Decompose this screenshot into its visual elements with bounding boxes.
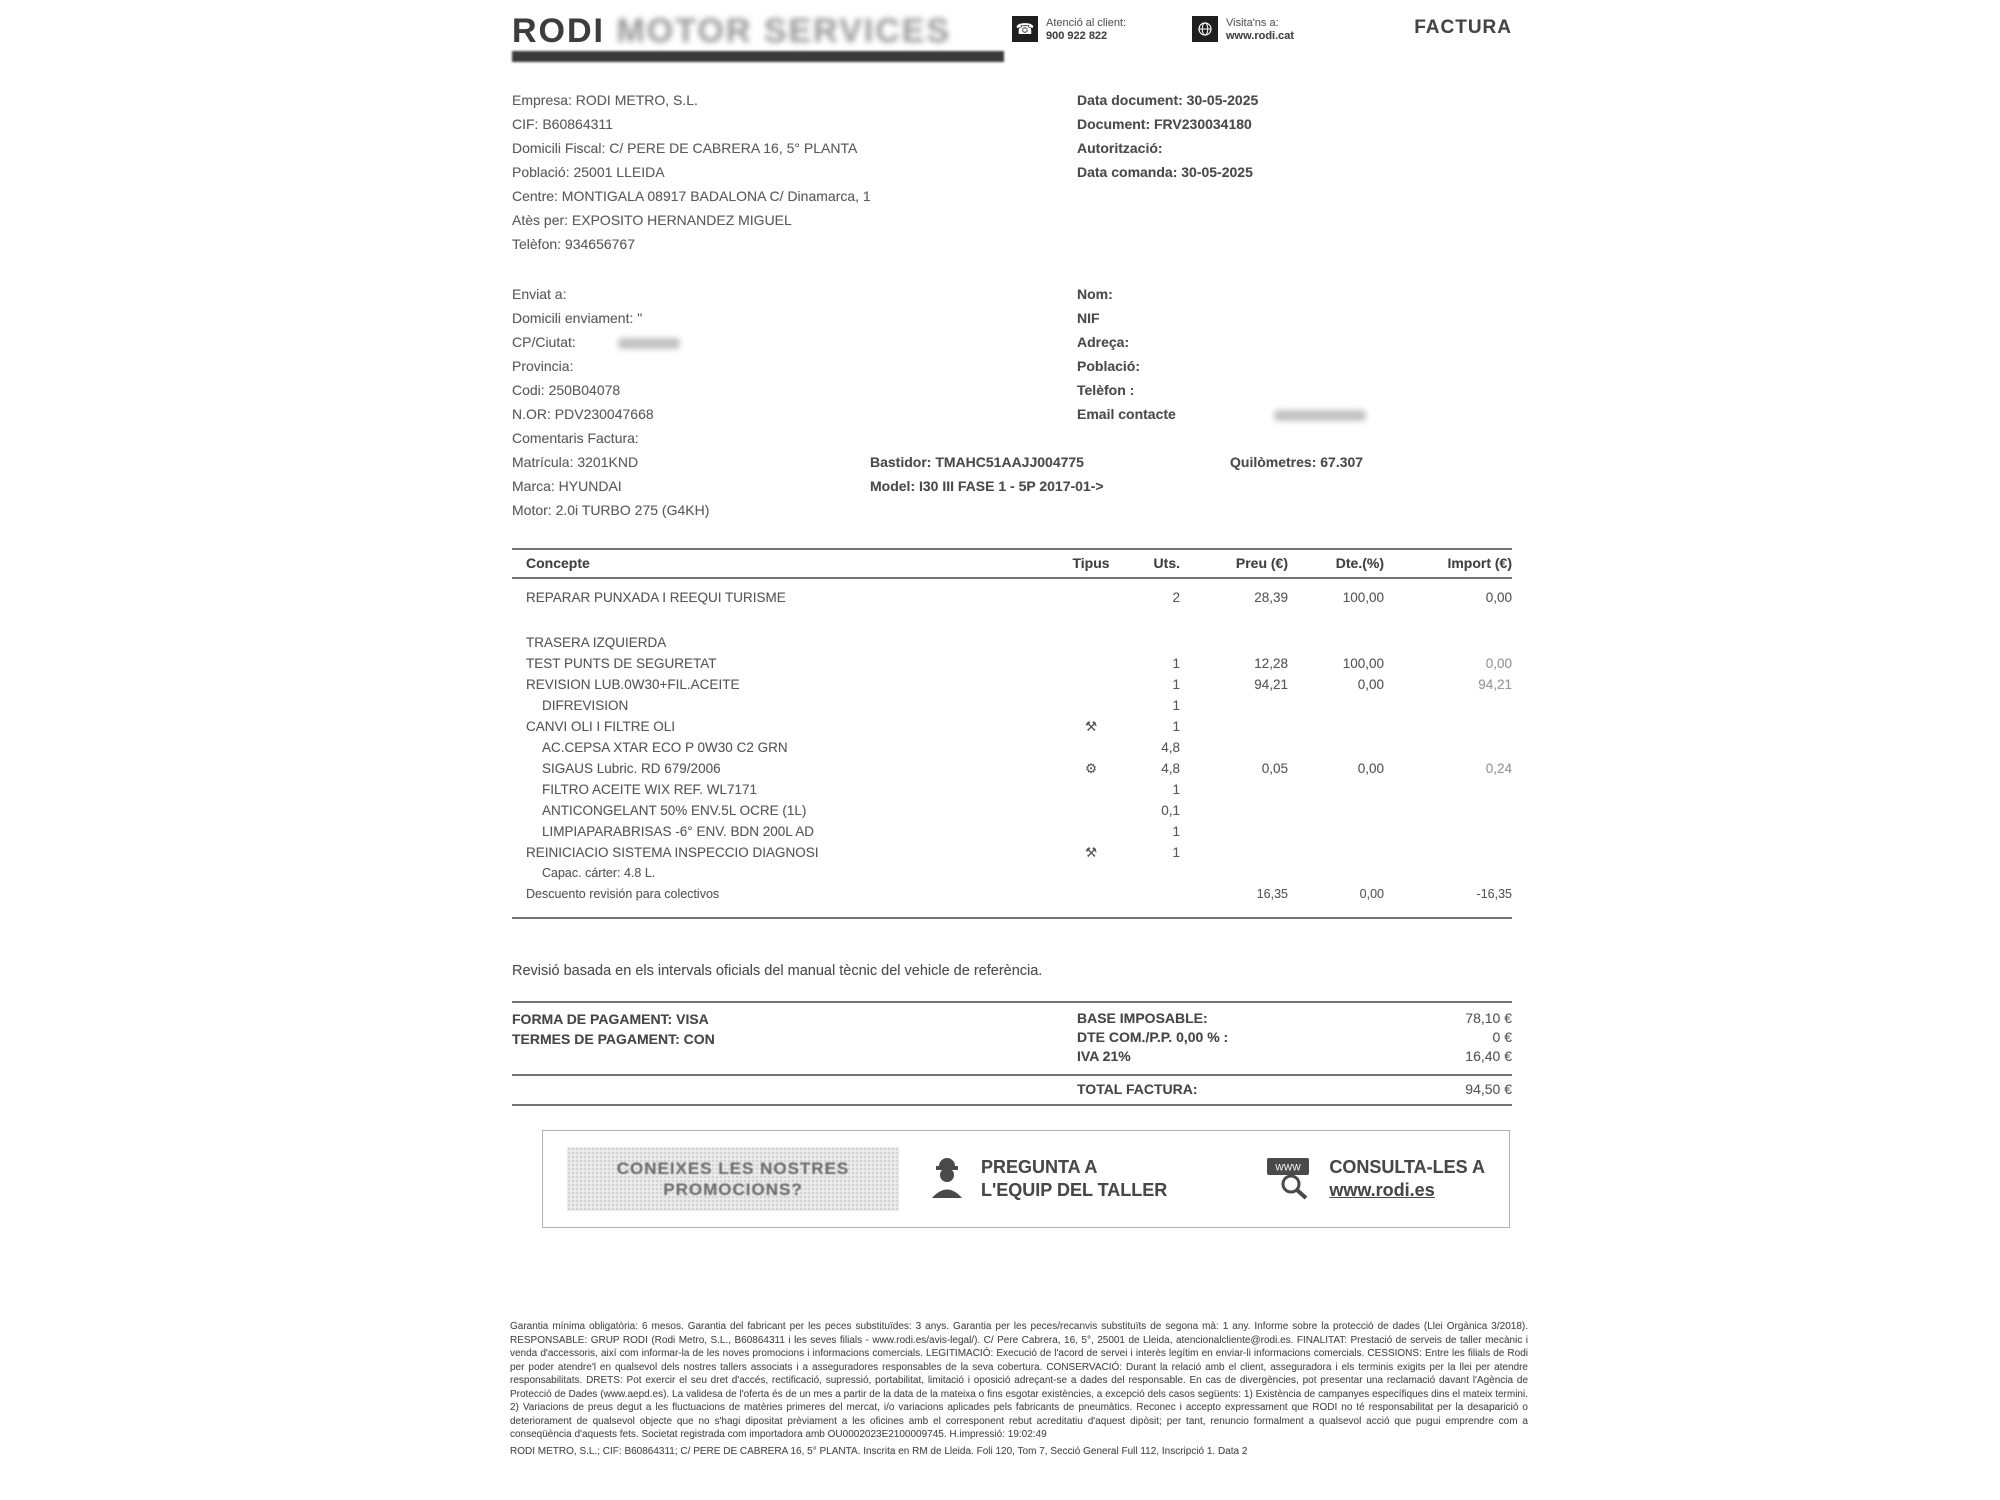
- registry-line: RODI METRO, S.L.; CIF: B60864311; C/ PERE DE CABRERA 16, 5° PLANTA. Inscrita en RM de Lleida. Foli 120, Tom 7, Secció General Full 112, Inscripció 1. Data 2: [510, 1445, 1248, 1457]
- payment-method: FORMA DE PAGAMENT: VISA: [512, 1011, 709, 1027]
- tipus-cell: [1058, 674, 1124, 695]
- document-info-line: Autorització:: [1077, 140, 1163, 156]
- totals-rows: [1077, 1009, 1512, 1066]
- shipping-line-text: CP/Ciutat:: [512, 334, 576, 350]
- tipus-cell: [1058, 653, 1124, 674]
- col-header-dte: Dte.(%): [1335, 555, 1384, 571]
- import-cell: [1384, 821, 1512, 842]
- dte-cell: [1288, 863, 1384, 884]
- dte-cell: [1288, 695, 1384, 716]
- uts-cell: [1124, 884, 1180, 905]
- phone-icon: [1012, 16, 1038, 42]
- base-imposable-value: 78,10 €: [1465, 1010, 1512, 1026]
- import-cell: [1384, 632, 1512, 653]
- revision-note: Revisió basada en els intervals oficials del manual tècnic del vehicle de referència.: [512, 963, 1043, 979]
- shipping-customer-section: [512, 282, 1512, 450]
- preu-cell: [1180, 863, 1288, 884]
- import-cell: 0,00: [1485, 656, 1512, 671]
- col-header-concepte: Concepte: [526, 555, 590, 571]
- concepte-cell: REINICIACIO SISTEMA INSPECCIO DIAGNOSI: [526, 845, 819, 860]
- preu-cell: [1180, 842, 1288, 863]
- dte-label: DTE COM./P.P. 0,00 % :: [1077, 1029, 1229, 1045]
- customer-line: Població:: [1077, 358, 1141, 374]
- dte-cell: [1288, 800, 1384, 821]
- promo-ask-line2: L'EQUIP DEL TALLER: [981, 1180, 1168, 1200]
- preu-cell: [1180, 695, 1288, 716]
- concepte-cell: FILTRO ACEITE WIX REF. WL7171: [542, 782, 758, 797]
- seller-line: CIF: B60864311: [512, 116, 613, 132]
- table-row: [512, 821, 1512, 842]
- dte-value: 0 €: [1492, 1029, 1512, 1045]
- table-row: [512, 884, 1512, 905]
- col-header-import: Import (€): [1447, 555, 1512, 571]
- concepte-cell: REVISION LUB.0W30+FIL.ACEITE: [526, 677, 740, 692]
- total-factura-row: [1077, 1076, 1512, 1104]
- promo-consult-text: [1329, 1156, 1485, 1202]
- vehicle-section: [512, 450, 1512, 522]
- table-header-row: [512, 550, 1512, 577]
- uts-cell: [1124, 632, 1180, 653]
- vehicle-mid-col: [870, 450, 1230, 522]
- dte-cell: [1288, 632, 1384, 653]
- web-label: Visita'ns a:: [1226, 17, 1279, 29]
- preu-cell: 94,21: [1254, 677, 1288, 692]
- concepte-cell: LIMPIAPARABRISAS -6° ENV. BDN 200L AD: [542, 824, 815, 839]
- web-url: www.rodi.cat: [1226, 30, 1295, 42]
- preu-cell: [1180, 821, 1288, 842]
- logo-text: [512, 14, 1012, 48]
- table-row: [512, 842, 1512, 863]
- uts-cell: 1: [1172, 677, 1180, 692]
- promo-box: CONEIXES LES NOSTRES PROMOCIONS?: [567, 1147, 899, 1211]
- dte-cell: [1288, 779, 1384, 800]
- seller-line: Domicili Fiscal: C/ PERE DE CABRERA 16, 5° PLANTA: [512, 140, 858, 156]
- uts-cell: 2: [1172, 590, 1180, 605]
- concepte-cell: SIGAUS Lubric. RD 679/2006: [542, 761, 721, 776]
- concepte-cell: DIFREVISION: [542, 698, 629, 713]
- concepte-cell: TRASERA IZQUIERDA: [526, 635, 667, 650]
- uts-cell: 4,8: [1161, 761, 1180, 776]
- uts-cell: 1: [1172, 698, 1180, 713]
- seller-line: Població: 25001 LLEIDA: [512, 164, 665, 180]
- table-row: [512, 653, 1512, 674]
- promo-ask-text: [981, 1156, 1167, 1202]
- vehicle-marca: Marca: HYUNDAI: [512, 478, 622, 494]
- customer-line: Telèfon :: [1077, 382, 1135, 398]
- iva-value: 16,40 €: [1465, 1048, 1512, 1064]
- web-search-icon: [1265, 1154, 1317, 1205]
- uts-cell: 4,8: [1161, 740, 1180, 755]
- totals-body: [512, 1003, 1512, 1074]
- shipping-line: Codi: 250B04078: [512, 382, 621, 398]
- table-row: [512, 674, 1512, 695]
- invoice-header: [512, 14, 1512, 62]
- preu-cell: 12,28: [1254, 656, 1288, 671]
- seller-line: Centre: MONTIGALA 08917 BADALONA C/ Dinamarca, 1: [512, 188, 871, 204]
- uts-cell: 1: [1172, 845, 1180, 860]
- col-header-uts: Uts.: [1153, 555, 1180, 571]
- uts-cell: 0,1: [1161, 803, 1180, 818]
- preu-cell: [1180, 632, 1288, 653]
- table-row: [512, 758, 1512, 779]
- preu-cell: 0,05: [1261, 761, 1288, 776]
- import-cell: [1384, 737, 1512, 758]
- payment-block: [512, 1009, 1077, 1066]
- dte-cell: 0,00: [1357, 677, 1384, 692]
- table-body: [512, 579, 1512, 917]
- legal-paragraph: Garantia mínima obligatòria: 6 mesos. Garantia del fabricant per les peces substituïdes: 3 anys. Garantia per les peces/recanvis substituïts de segona mà: 1 any. Informe sobre la protecció de dades (Llei Orgànica 3/2018). RESPONSABLE: GRUP RODI (Rodi Metro, S.L., B60864311 i les seves filials - www.rodi.es/avis-legal/). C/ Pere Cabrera, 16, 5°, 25001 de Lleida, atencionalcliente@rodi.es. FINALITAT: Prestació de serveis de taller mecànic i venda d'accessoris, així com informar-la de les noves promocions i informacions comercials. LEGITIMACIÓ: Execució de l'acord de servei i interès legítim en enviar-li informacions comercials. CESSIONS: Entre les filials de Rodi per poder atendre'l en qualsevol dels nostres tallers associats i a asseguradores responsables de la seva cobertura. CONSERVACIÓ: Durant la relació amb el client, asseguradora i els terminis exigits per la llei per atendre responsabilitats. DRETS: Pot exercir el seu dret d'accés, rectificació, supressió, portabilitat, limitació i oposició adreçant-se a dades del responsable. En cas de divergències, pot presentar una reclamació davant l'Agència de Protecció de Dades (www.aepd.es). La validesa de l'oferta és de un mes a partir de la data de la mateixa o fins esgotar existències, a excepció dels casos següents: 1) Existència de campanyes específiques dins el mateix termini. 2) Variacions de preus degut a les fluctuacions de matèries primeres del mercat, i/o variacions aplicades pels fabricants de pneumàtics. Reconec i accepto expressament que RODI no té responsabilitat per la desaparició o deteriorament de qualsevol objecte que no s'hagi dipositat prèviament a les oficines amb el corresponent rebut acreditatiu d'aquest dipòsit; per tant, renuncio formalment a qualsevol acció que pugui emprendre com a conseqüència d'aquests fets. Societat registrada com importadora amb OU0002023E2100009745. H.impressió: 19:02:49: [510, 1321, 1528, 1440]
- concepte-cell: AC.CEPSA XTAR ECO P 0W30 C2 GRN: [542, 740, 788, 755]
- phone-label: Atenció al client:: [1046, 17, 1127, 29]
- phone-contact-text: [1046, 16, 1126, 43]
- logo-underline-bar: [512, 51, 1004, 62]
- redacted-smudge: [618, 338, 680, 349]
- uts-cell: 1: [1172, 782, 1180, 797]
- www-icon-text: WWW: [1275, 1162, 1302, 1172]
- rodi-logo: [512, 14, 1012, 62]
- concepte-cell: Descuento revisión para colectivos: [526, 887, 720, 901]
- uts-cell: 1: [1172, 656, 1180, 671]
- import-cell: [1384, 863, 1512, 884]
- import-cell: 0,24: [1485, 761, 1512, 776]
- tipus-cell: [1058, 800, 1124, 821]
- promo-consult-block: [1265, 1154, 1485, 1205]
- import-cell: [1384, 779, 1512, 800]
- base-imposable-label: BASE IMPOSABLE:: [1077, 1010, 1208, 1026]
- promo-consult-line1: CONSULTA-LES A: [1329, 1157, 1485, 1177]
- shipping-block: [512, 282, 1077, 450]
- totals-section: [512, 1001, 1512, 1106]
- totals-bottom-rule: [512, 1104, 1512, 1106]
- shipping-line: [512, 330, 1077, 354]
- dte-cell: [1288, 737, 1384, 758]
- dte-cell: [1288, 821, 1384, 842]
- dte-cell: 100,00: [1342, 656, 1384, 671]
- table-row: [512, 587, 1512, 608]
- shipping-line: Enviat a:: [512, 286, 567, 302]
- wrench-icon: ⚒: [1084, 845, 1098, 860]
- dte-cell: 0,00: [1359, 887, 1384, 901]
- preu-cell: [1180, 737, 1288, 758]
- vehicle-model: Model: I30 III FASE 1 - 5P 2017-01->: [870, 478, 1104, 494]
- shipping-line: N.OR: PDV230047668: [512, 406, 654, 422]
- tipus-cell: [1058, 737, 1124, 758]
- vehicle-bastidor: Bastidor: TMAHC51AAJJ004775: [870, 454, 1084, 470]
- tipus-cell: [1058, 695, 1124, 716]
- legal-fine-print: [510, 1320, 1528, 1458]
- import-cell: 0,00: [1485, 590, 1512, 605]
- logo-text-secondary: MOTOR SERVICES: [616, 12, 952, 50]
- col-header-preu: Preu (€): [1235, 555, 1288, 571]
- import-cell: 94,21: [1478, 677, 1512, 692]
- concepte-cell: CANVI OLI I FILTRE OLI: [526, 719, 676, 734]
- col-header-tipus: Tipus: [1072, 555, 1110, 571]
- preu-cell: [1180, 800, 1288, 821]
- phone-contact-block: [1012, 16, 1192, 43]
- seller-document-section: [512, 88, 1512, 256]
- vehicle-quilometres: Quilòmetres: 67.307: [1230, 454, 1364, 470]
- total-factura-value: 94,50 €: [1465, 1081, 1512, 1097]
- shipping-line: Comentaris Factura:: [512, 430, 639, 446]
- table-row: [512, 716, 1512, 737]
- total-factura-label: TOTAL FACTURA:: [1077, 1081, 1198, 1097]
- tipus-cell: [1058, 821, 1124, 842]
- import-cell: -16,35: [1476, 887, 1512, 901]
- customer-line: Adreça:: [1077, 334, 1130, 350]
- redacted-smudge: [1274, 410, 1366, 421]
- customer-line: NIF: [1077, 310, 1100, 326]
- shipping-line: Provincia:: [512, 358, 574, 374]
- dte-cell: [1288, 842, 1384, 863]
- dte-cell: [1288, 716, 1384, 737]
- table-row: [512, 632, 1512, 653]
- preu-cell: [1180, 779, 1288, 800]
- dte-cell: 0,00: [1357, 761, 1384, 776]
- preu-cell: 16,35: [1256, 887, 1288, 901]
- web-contact-text: [1226, 16, 1294, 43]
- tipus-cell: [1058, 863, 1124, 884]
- mechanic-icon: [925, 1155, 969, 1204]
- table-row: [512, 863, 1512, 884]
- concepte-cell: REPARAR PUNXADA I REEQUI TURISME: [526, 590, 786, 605]
- document-title: FACTURA: [1414, 17, 1512, 38]
- payment-terms: TERMES DE PAGAMENT: CON: [512, 1031, 715, 1047]
- import-cell: [1384, 716, 1512, 737]
- base-imposable-row: [1077, 1009, 1512, 1028]
- table-bottom-rule: [512, 917, 1512, 919]
- dte-cell: 100,00: [1342, 590, 1384, 605]
- phone-number: 900 922 822: [1046, 30, 1108, 42]
- dte-row: [1077, 1028, 1512, 1047]
- preu-cell: 28,39: [1254, 590, 1288, 605]
- promo-ask-block: [925, 1155, 1167, 1204]
- customer-block: [1077, 282, 1512, 450]
- seller-block: [512, 88, 1077, 256]
- vehicle-right-col: [1230, 450, 1512, 522]
- document-info-line: Data comanda: 30-05-2025: [1077, 164, 1253, 180]
- seller-line: Empresa: RODI METRO, S.L.: [512, 92, 698, 108]
- document-info-block: [1077, 88, 1512, 256]
- table-row: [512, 737, 1512, 758]
- customer-line: [1077, 402, 1512, 426]
- iva-row: [1077, 1047, 1512, 1066]
- tipus-cell: [1058, 779, 1124, 800]
- vehicle-left-col: [512, 450, 870, 522]
- document-info-line: Document: FRV230034180: [1077, 116, 1252, 132]
- table-row: [512, 695, 1512, 716]
- phone-glyph: ☎: [1015, 21, 1035, 38]
- web-contact-block: [1192, 16, 1372, 43]
- customer-line: Nom:: [1077, 286, 1113, 302]
- invoice-page: [510, 12, 1528, 1458]
- wrench-icon: ⚒: [1084, 719, 1098, 734]
- concepte-cell: TEST PUNTS DE SEGURETAT: [526, 656, 717, 671]
- line-items-table: [512, 548, 1512, 919]
- customer-line-text: Email contacte: [1077, 406, 1176, 422]
- preu-cell: [1180, 716, 1288, 737]
- uts-cell: 1: [1172, 824, 1180, 839]
- logo-text-primary: RODI: [512, 12, 605, 50]
- globe-icon: [1192, 16, 1218, 42]
- vehicle-motor: Motor: 2.0i TURBO 275 (G4KH): [512, 502, 710, 518]
- table-row: [512, 800, 1512, 821]
- promo-ask-line1: PREGUNTA A: [981, 1157, 1098, 1177]
- uts-cell: 1: [1172, 719, 1180, 734]
- uts-cell: [1124, 863, 1180, 884]
- seller-line: Atès per: EXPOSITO HERNANDEZ MIGUEL: [512, 212, 792, 228]
- concepte-cell: Capac. cárter: 4.8 L.: [542, 866, 656, 880]
- table-row: [512, 779, 1512, 800]
- import-cell: [1384, 800, 1512, 821]
- gear-icon: ⚙: [1084, 761, 1098, 776]
- seller-line: Telèfon: 934656767: [512, 236, 635, 252]
- tipus-cell: [1058, 587, 1124, 608]
- import-cell: [1384, 695, 1512, 716]
- concepte-cell: ANTICONGELANT 50% ENV.5L OCRE (1L): [542, 803, 807, 818]
- document-info-line: Data document: 30-05-2025: [1077, 92, 1259, 108]
- promo-banner: [542, 1130, 1510, 1228]
- shipping-line: Domicili enviament: ": [512, 310, 643, 326]
- vehicle-matricula: Matrícula: 3201KND: [512, 454, 639, 470]
- import-cell: [1384, 842, 1512, 863]
- tipus-cell: [1058, 632, 1124, 653]
- iva-label: IVA 21%: [1077, 1048, 1131, 1064]
- promo-consult-url: www.rodi.es: [1329, 1180, 1435, 1200]
- tipus-cell: [1058, 884, 1124, 905]
